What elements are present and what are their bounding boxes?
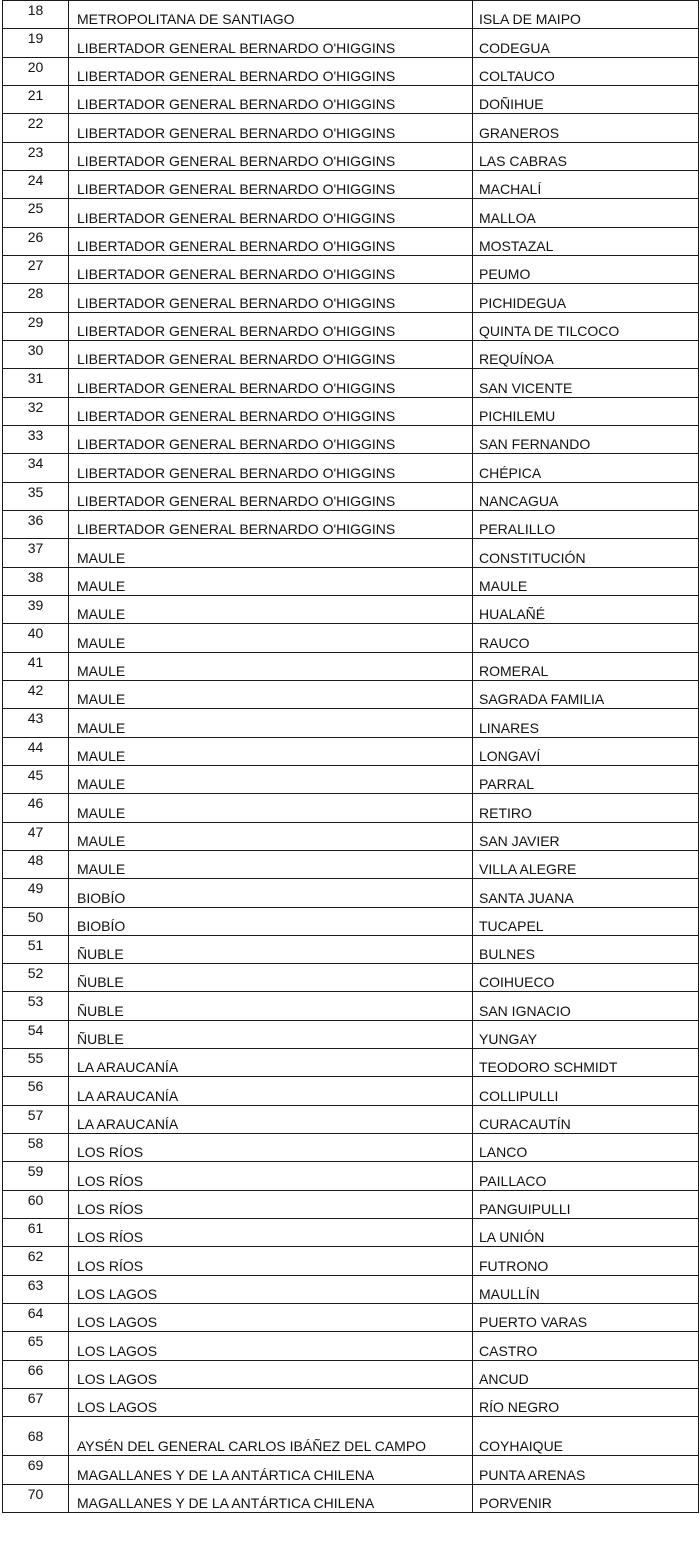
row-number: 31: [3, 369, 69, 397]
region-name: LOS LAGOS: [69, 1332, 473, 1360]
commune-name: RÍO NEGRO: [473, 1389, 699, 1417]
row-number: 24: [3, 170, 69, 198]
region-name: MAGALLANES Y DE LA ANTÁRTICA CHILENA: [69, 1456, 473, 1484]
commune-name: PANGUIPULLI: [473, 1190, 699, 1218]
row-number: 43: [3, 709, 69, 737]
region-name: MAULE: [69, 850, 473, 878]
table-row: [3, 624, 699, 652]
commune-name: PARRAL: [473, 765, 699, 793]
row-number: 50: [3, 907, 69, 935]
table-row: [3, 879, 699, 907]
commune-name: LA UNIÓN: [473, 1219, 699, 1247]
commune-name: PAILLACO: [473, 1162, 699, 1190]
commune-name: DOÑIHUE: [473, 85, 699, 113]
commune-name: COIHUECO: [473, 964, 699, 992]
region-name: LOS LAGOS: [69, 1275, 473, 1303]
region-name: MAGALLANES Y DE LA ANTÁRTICA CHILENA: [69, 1484, 473, 1512]
table-row: [3, 539, 699, 567]
commune-name: SAN FERNANDO: [473, 425, 699, 453]
region-name: LA ARAUCANÍA: [69, 1049, 473, 1077]
region-name: LIBERTADOR GENERAL BERNARDO O'HIGGINS: [69, 425, 473, 453]
region-name: AYSÉN DEL GENERAL CARLOS IBÁÑEZ DEL CAMPO: [69, 1417, 473, 1456]
commune-name: SAN IGNACIO: [473, 992, 699, 1020]
row-number: 52: [3, 964, 69, 992]
row-number: 58: [3, 1134, 69, 1162]
row-number: 49: [3, 879, 69, 907]
row-number: 59: [3, 1162, 69, 1190]
region-name: LOS RÍOS: [69, 1247, 473, 1275]
table-row: [3, 567, 699, 595]
region-name: LA ARAUCANÍA: [69, 1077, 473, 1105]
region-name: ÑUBLE: [69, 935, 473, 963]
commune-name: SAN JAVIER: [473, 822, 699, 850]
row-number: 20: [3, 57, 69, 85]
row-number: 60: [3, 1190, 69, 1218]
table-row: [3, 1134, 699, 1162]
commune-name: RAUCO: [473, 624, 699, 652]
commune-name: SANTA JUANA: [473, 879, 699, 907]
commune-name: LANCO: [473, 1134, 699, 1162]
table-row: [3, 765, 699, 793]
commune-name: MAULE: [473, 567, 699, 595]
region-name: LIBERTADOR GENERAL BERNARDO O'HIGGINS: [69, 340, 473, 368]
row-number: 53: [3, 992, 69, 1020]
commune-name: SAN VICENTE: [473, 369, 699, 397]
table-row: [3, 1304, 699, 1332]
region-name: ÑUBLE: [69, 964, 473, 992]
table-row: [3, 652, 699, 680]
region-name: LIBERTADOR GENERAL BERNARDO O'HIGGINS: [69, 454, 473, 482]
commune-name: CASTRO: [473, 1332, 699, 1360]
table-row: [3, 822, 699, 850]
row-number: 35: [3, 482, 69, 510]
table-row: [3, 312, 699, 340]
table-row: [3, 1105, 699, 1133]
region-name: LIBERTADOR GENERAL BERNARDO O'HIGGINS: [69, 85, 473, 113]
region-name: LIBERTADOR GENERAL BERNARDO O'HIGGINS: [69, 510, 473, 538]
row-number: 23: [3, 142, 69, 170]
row-number: 29: [3, 312, 69, 340]
table-row: [3, 595, 699, 623]
row-number: 22: [3, 114, 69, 142]
region-name: LIBERTADOR GENERAL BERNARDO O'HIGGINS: [69, 57, 473, 85]
row-number: 38: [3, 567, 69, 595]
row-number: 55: [3, 1049, 69, 1077]
table-row: [3, 114, 699, 142]
commune-name: SAGRADA FAMILIA: [473, 680, 699, 708]
table-row: [3, 1332, 699, 1360]
table-row: [3, 29, 699, 57]
row-number: 65: [3, 1332, 69, 1360]
region-name: LIBERTADOR GENERAL BERNARDO O'HIGGINS: [69, 29, 473, 57]
table-row: [3, 340, 699, 368]
commune-name: YUNGAY: [473, 1020, 699, 1048]
table-row: [3, 680, 699, 708]
region-name: METROPOLITANA DE SANTIAGO: [69, 1, 473, 29]
row-number: 36: [3, 510, 69, 538]
table-row: [3, 1275, 699, 1303]
commune-name: CHÉPICA: [473, 454, 699, 482]
row-number: 51: [3, 935, 69, 963]
region-name: MAULE: [69, 794, 473, 822]
commune-name: TUCAPEL: [473, 907, 699, 935]
table-row: [3, 1456, 699, 1484]
table-row: [3, 1389, 699, 1417]
table-row: [3, 1190, 699, 1218]
region-name: MAULE: [69, 737, 473, 765]
commune-name: CONSTITUCIÓN: [473, 539, 699, 567]
region-name: LIBERTADOR GENERAL BERNARDO O'HIGGINS: [69, 170, 473, 198]
region-name: LIBERTADOR GENERAL BERNARDO O'HIGGINS: [69, 227, 473, 255]
commune-name: RETIRO: [473, 794, 699, 822]
commune-name: ISLA DE MAIPO: [473, 1, 699, 29]
row-number: 46: [3, 794, 69, 822]
table-row: [3, 1, 699, 29]
commune-name: NANCAGUA: [473, 482, 699, 510]
table-row: [3, 227, 699, 255]
table-row: [3, 1219, 699, 1247]
region-name: LIBERTADOR GENERAL BERNARDO O'HIGGINS: [69, 397, 473, 425]
table-row: [3, 199, 699, 227]
region-name: MAULE: [69, 822, 473, 850]
region-name: LOS RÍOS: [69, 1162, 473, 1190]
region-name: BIOBÍO: [69, 907, 473, 935]
table-row: [3, 425, 699, 453]
row-number: 34: [3, 454, 69, 482]
table-row: [3, 454, 699, 482]
commune-name: COLLIPULLI: [473, 1077, 699, 1105]
row-number: 41: [3, 652, 69, 680]
commune-name: COYHAIQUE: [473, 1417, 699, 1456]
row-number: 18: [3, 1, 69, 29]
region-name: LOS RÍOS: [69, 1134, 473, 1162]
region-name: MAULE: [69, 652, 473, 680]
row-number: 70: [3, 1484, 69, 1512]
row-number: 57: [3, 1105, 69, 1133]
table-row: [3, 397, 699, 425]
row-number: 64: [3, 1304, 69, 1332]
region-name: ÑUBLE: [69, 1020, 473, 1048]
row-number: 30: [3, 340, 69, 368]
commune-name: PEUMO: [473, 255, 699, 283]
region-name: ÑUBLE: [69, 992, 473, 1020]
table-row: [3, 1049, 699, 1077]
table-row: [3, 57, 699, 85]
commune-name: MAULLÍN: [473, 1275, 699, 1303]
commune-name: PERALILLO: [473, 510, 699, 538]
region-name: MAULE: [69, 539, 473, 567]
row-number: 28: [3, 284, 69, 312]
row-number: 54: [3, 1020, 69, 1048]
row-number: 19: [3, 29, 69, 57]
row-number: 68: [3, 1417, 69, 1456]
commune-name: LONGAVÍ: [473, 737, 699, 765]
commune-name: ROMERAL: [473, 652, 699, 680]
commune-name: MACHALÍ: [473, 170, 699, 198]
table-row: [3, 1484, 699, 1512]
table-row: [3, 142, 699, 170]
region-name: MAULE: [69, 595, 473, 623]
table-row: [3, 510, 699, 538]
table-row: [3, 1020, 699, 1048]
table-row: [3, 850, 699, 878]
row-number: 42: [3, 680, 69, 708]
row-number: 61: [3, 1219, 69, 1247]
row-number: 26: [3, 227, 69, 255]
region-name: LOS LAGOS: [69, 1389, 473, 1417]
row-number: 69: [3, 1456, 69, 1484]
table-row: [3, 255, 699, 283]
table-row: [3, 737, 699, 765]
commune-name: COLTAUCO: [473, 57, 699, 85]
row-number: 47: [3, 822, 69, 850]
commune-name: QUINTA DE TILCOCO: [473, 312, 699, 340]
row-number: 66: [3, 1360, 69, 1388]
commune-name: BULNES: [473, 935, 699, 963]
commune-name: PICHILEMU: [473, 397, 699, 425]
table-row: [3, 964, 699, 992]
row-number: 32: [3, 397, 69, 425]
table-row: [3, 709, 699, 737]
commune-name: VILLA ALEGRE: [473, 850, 699, 878]
region-name: BIOBÍO: [69, 879, 473, 907]
commune-name: ANCUD: [473, 1360, 699, 1388]
region-name: MAULE: [69, 680, 473, 708]
region-name: MAULE: [69, 709, 473, 737]
row-number: 33: [3, 425, 69, 453]
table-row: [3, 935, 699, 963]
row-number: 37: [3, 539, 69, 567]
region-name: MAULE: [69, 567, 473, 595]
table-row: [3, 85, 699, 113]
row-number: 56: [3, 1077, 69, 1105]
table-row: [3, 1417, 699, 1456]
row-number: 63: [3, 1275, 69, 1303]
row-number: 67: [3, 1389, 69, 1417]
table-body: [3, 1, 699, 1513]
commune-name: HUALAÑÉ: [473, 595, 699, 623]
table-row: [3, 794, 699, 822]
commune-name: CURACAUTÍN: [473, 1105, 699, 1133]
region-name: LIBERTADOR GENERAL BERNARDO O'HIGGINS: [69, 255, 473, 283]
row-number: 62: [3, 1247, 69, 1275]
row-number: 27: [3, 255, 69, 283]
commune-name: REQUÍNOA: [473, 340, 699, 368]
row-number: 40: [3, 624, 69, 652]
row-number: 25: [3, 199, 69, 227]
table-row: [3, 170, 699, 198]
commune-name: LAS CABRAS: [473, 142, 699, 170]
region-name: MAULE: [69, 624, 473, 652]
commune-name: PORVENIR: [473, 1484, 699, 1512]
communes-table: [2, 0, 699, 1513]
row-number: 39: [3, 595, 69, 623]
commune-name: MALLOA: [473, 199, 699, 227]
commune-name: PICHIDEGUA: [473, 284, 699, 312]
region-name: LOS RÍOS: [69, 1219, 473, 1247]
region-name: LIBERTADOR GENERAL BERNARDO O'HIGGINS: [69, 284, 473, 312]
region-name: LOS LAGOS: [69, 1360, 473, 1388]
table-row: [3, 482, 699, 510]
table-row: [3, 1360, 699, 1388]
commune-name: TEODORO SCHMIDT: [473, 1049, 699, 1077]
row-number: 45: [3, 765, 69, 793]
table-row: [3, 369, 699, 397]
table-row: [3, 907, 699, 935]
row-number: 48: [3, 850, 69, 878]
region-name: LIBERTADOR GENERAL BERNARDO O'HIGGINS: [69, 369, 473, 397]
region-name: LIBERTADOR GENERAL BERNARDO O'HIGGINS: [69, 114, 473, 142]
region-name: LIBERTADOR GENERAL BERNARDO O'HIGGINS: [69, 199, 473, 227]
commune-name: LINARES: [473, 709, 699, 737]
region-name: MAULE: [69, 765, 473, 793]
row-number: 21: [3, 85, 69, 113]
table-row: [3, 284, 699, 312]
region-name: LOS RÍOS: [69, 1190, 473, 1218]
region-name: LIBERTADOR GENERAL BERNARDO O'HIGGINS: [69, 142, 473, 170]
table-row: [3, 1162, 699, 1190]
region-name: LOS LAGOS: [69, 1304, 473, 1332]
row-number: 44: [3, 737, 69, 765]
commune-name: PUERTO VARAS: [473, 1304, 699, 1332]
commune-name: FUTRONO: [473, 1247, 699, 1275]
commune-name: MOSTAZAL: [473, 227, 699, 255]
table-row: [3, 992, 699, 1020]
commune-name: CODEGUA: [473, 29, 699, 57]
region-name: LIBERTADOR GENERAL BERNARDO O'HIGGINS: [69, 482, 473, 510]
table-row: [3, 1077, 699, 1105]
region-name: LA ARAUCANÍA: [69, 1105, 473, 1133]
table-row: [3, 1247, 699, 1275]
commune-name: PUNTA ARENAS: [473, 1456, 699, 1484]
region-name: LIBERTADOR GENERAL BERNARDO O'HIGGINS: [69, 312, 473, 340]
commune-name: GRANEROS: [473, 114, 699, 142]
